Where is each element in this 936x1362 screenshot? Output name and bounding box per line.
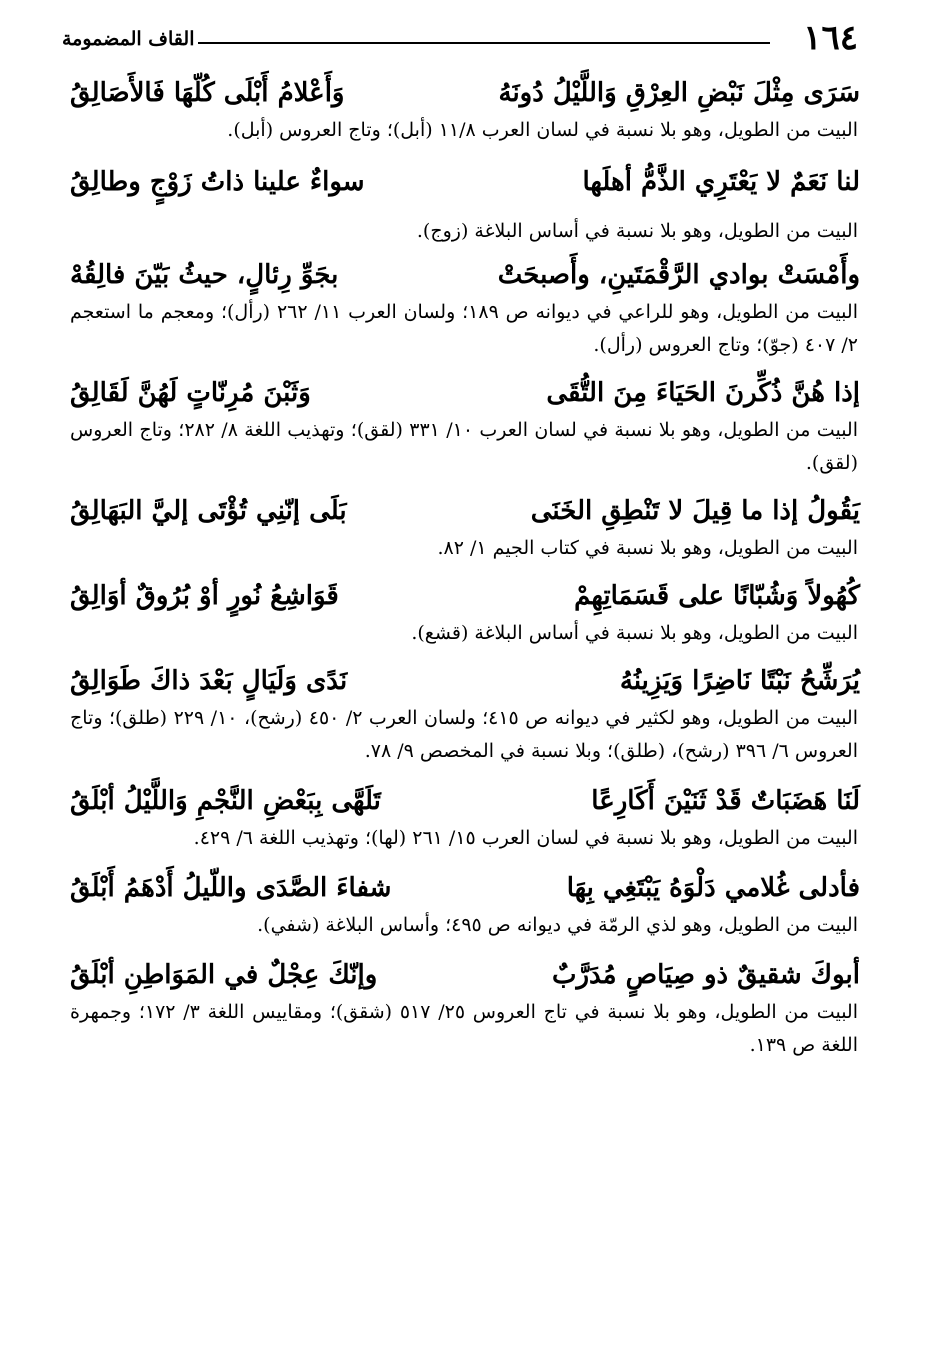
- hemistich-first: أبوكَ شقيقٌ ذو صِيَاصٍ مُدَرَّبٌ: [551, 960, 860, 990]
- hemistich-first: كُهُولاً وَشُبّانًا على قَسَمَاتِهِمْ: [574, 581, 860, 611]
- verse-entry: [70, 161, 860, 248]
- hemistich-second: تَلَهَّى بِبَعْضِ النَّجْمِ وَاللَّيْلُ أبْلَقُ: [70, 786, 381, 816]
- hemistich-second: سواءٌ علينا ذاتُ زَوْجٍ وطالِقُ: [70, 167, 365, 197]
- verse-entry: [70, 780, 860, 855]
- hemistich-first: يَقُولُ إذا ما قِيلَ لا تَنْطِقِ الخَنَى: [530, 496, 860, 526]
- verse-note: البيت من الطويل، وهو بلا نسبة في لسان العرب ١١/٨ (أبل)؛ وتاج العروس (أبل).: [227, 119, 858, 141]
- hemistich-second: وَأَعْلامُ أَبْلَى كُلّهَا فَالأَصَالِقُ: [70, 78, 345, 108]
- page-number: ١٦٤: [803, 18, 858, 58]
- hemistich-first: وأَمْسَتْ بوادي الرَّقْمَتَينِ، وأَصبحَتْ: [497, 260, 860, 290]
- hemistich-second: شفاءَ الصَّدَى واللّيلُ أَدْهَمُ أَبْلَقُ: [70, 873, 392, 903]
- hemistich-second: وإنّكَ عِجْلٌ في المَوَاطِنِ أبْلَقُ: [70, 960, 378, 990]
- hemistich-first: يُرَشِّحُ نَبْتًا نَاضِرًا وَيَزِينُهُ: [619, 666, 860, 696]
- verse-line: [70, 954, 860, 996]
- verse-line: [70, 72, 860, 114]
- verse-note: البيت من الطويل، وهو بلا نسبة في أساس البلاغة (زوج).: [416, 220, 858, 242]
- hemistich-second: بَلَى إنّنِي تُؤْتَى إليَّ البَهَالِقُ: [70, 496, 347, 526]
- verse-line: [70, 490, 860, 532]
- hemistich-second: قَوَاشِعُ نُورٍ أوْ بُرُوقٌ أوَالِقُ: [70, 581, 339, 611]
- verse-line: [70, 780, 860, 822]
- verse-note: البيت من الطويل، وهو لكثير في ديوانه ص ٤١٥؛ ولسان العرب ٢/ ٤٥٠ (رشح)، ١٠/ ٢٢٩ (طلق)؛ وتاج العروس ٦/ ٣٩٦ (رشح)، (طلق)؛ وبلا نسبة في المخصص ٩/ ٧٨.: [70, 707, 859, 762]
- header-rule: [198, 42, 770, 44]
- hemistich-first: لنا نَعَمٌ لا يَعْتَرِي الذَّمُّ أهلَها: [582, 167, 860, 197]
- verse-note: البيت من الطويل، وهو بلا نسبة في تاج العروس ٢٥/ ٥١٧ (شقق)؛ ومقاييس اللغة ٣/ ١٧٢؛ وجمهرة اللغة ص ١٣٩.: [70, 1001, 858, 1056]
- verse-line: [70, 254, 860, 296]
- hemistich-first: إذا هُنَّ ذُكِّرنَ الحَيَاءَ مِنَ التُّقَى: [546, 378, 860, 408]
- verse-line: [70, 575, 860, 617]
- hemistich-first: سَرَى مِثْلَ نَبْضِ العِرْقِ وَاللَّيْلُ دُونَهُ: [498, 78, 860, 108]
- verse-line: [70, 660, 860, 702]
- verse-note: البيت من الطويل، وهو بلا نسبة في لسان العرب ١٠/ ٣٣١ (لقق)؛ وتهذيب اللغة ٨/ ٢٨٢؛ وتاج العروس (لقق).: [70, 419, 858, 474]
- verse-line: [70, 372, 860, 414]
- verse-entry: [70, 372, 860, 480]
- verse-note: البيت من الطويل، وهو بلا نسبة في كتاب الجيم ١/ ٨٢.: [437, 537, 858, 559]
- verse-line: [70, 161, 860, 203]
- hemistich-second: وَثَبْنَ مُرِنّاتٍ لَهُنَّ لَقَالِقُ: [70, 378, 311, 408]
- verse-entries: [70, 72, 860, 1072]
- verse-note: البيت من الطويل، وهو بلا نسبة في أساس البلاغة (قشع).: [411, 622, 858, 644]
- hemistich-second: نَدًى وَلَيَالٍ بَعْدَ ذاكَ طَوَالِقُ: [70, 666, 348, 696]
- verse-note: البيت من الطويل، وهو بلا نسبة في لسان العرب ١٥/ ٢٦١ (لها)؛ وتهذيب اللغة ٦/ ٤٢٩.: [193, 827, 858, 849]
- verse-entry: [70, 72, 860, 147]
- verse-line: [70, 867, 860, 909]
- verse-entry: [70, 867, 860, 942]
- verse-entry: [70, 254, 860, 362]
- hemistich-second: بجَوِّ رِئالٍ، حيثُ بَيّنَ فالِقُهْ: [70, 260, 339, 290]
- page-header: [62, 18, 858, 58]
- running-title: القاف المضمومة: [62, 28, 195, 50]
- verse-entry: [70, 490, 860, 565]
- verse-entry: [70, 660, 860, 768]
- hemistich-first: لَنَا هَضَبَاتٌ قَدْ ثَنَيْنَ أَكَارِعًا: [591, 786, 860, 816]
- hemistich-first: فأدلى غُلامي دَلْوَهُ يَبْتَغِي بِهَا: [566, 873, 860, 903]
- verse-note: البيت من الطويل، وهو لذي الرمّة في ديوانه ص ٤٩٥؛ وأساس البلاغة (شفي).: [257, 914, 858, 936]
- verse-entry: [70, 575, 860, 650]
- verse-entry: [70, 954, 860, 1062]
- verse-note: البيت من الطويل، وهو للراعي في ديوانه ص ١٨٩؛ ولسان العرب ١١/ ٢٦٢ (رأل)؛ ومعجم ما استعجم ٢/ ٤٠٧ (جوّ)؛ وتاج العروس (رأل).: [70, 301, 858, 356]
